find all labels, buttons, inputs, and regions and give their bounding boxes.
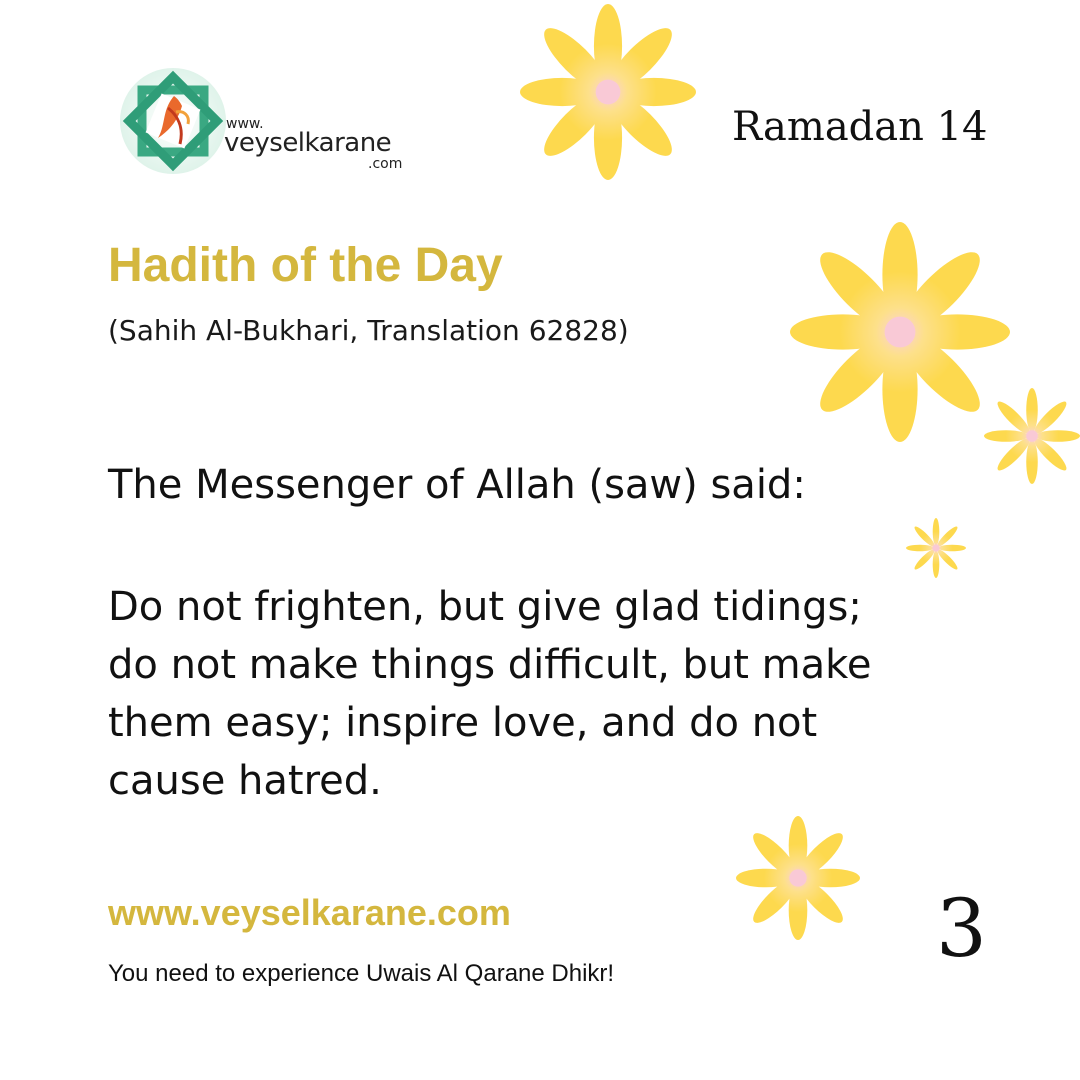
logo-www-text: www. — [226, 116, 264, 132]
logo-name-text: veyselkarane — [224, 128, 392, 158]
yellow-flower-icon — [906, 518, 966, 578]
veyselkarane-logo-icon — [118, 66, 228, 176]
yellow-flower-icon — [790, 222, 1010, 442]
hadith-quote-line: do not make things difficult, but make — [108, 642, 872, 688]
hadith-quote-line: them easy; inspire love, and do not — [108, 700, 818, 746]
site-logo[interactable] — [118, 66, 418, 176]
logo-com-text: .com — [368, 156, 403, 172]
footer-tagline: You need to experience Uwais Al Qarane Dhikr! — [108, 960, 615, 987]
hadith-quote — [108, 578, 872, 810]
yellow-flower-icon — [984, 388, 1080, 484]
ramadan-day-label: Ramadan 14 — [732, 104, 988, 150]
page-number: 3 — [936, 882, 987, 975]
yellow-flower-icon — [736, 816, 860, 940]
hadith-quote-line: Do not frighten, but give glad tidings; — [108, 584, 862, 630]
yellow-flower-icon — [518, 4, 698, 180]
hadith-quote-line: cause hatred. — [108, 758, 382, 804]
website-link[interactable]: www.veyselkarane.com — [108, 892, 511, 933]
hadith-intro: The Messenger of Allah (saw) said: — [108, 462, 806, 508]
hadith-source: (Sahih Al-Bukhari, Translation 62828) — [108, 314, 629, 347]
hadith-title: Hadith of the Day — [108, 239, 503, 292]
